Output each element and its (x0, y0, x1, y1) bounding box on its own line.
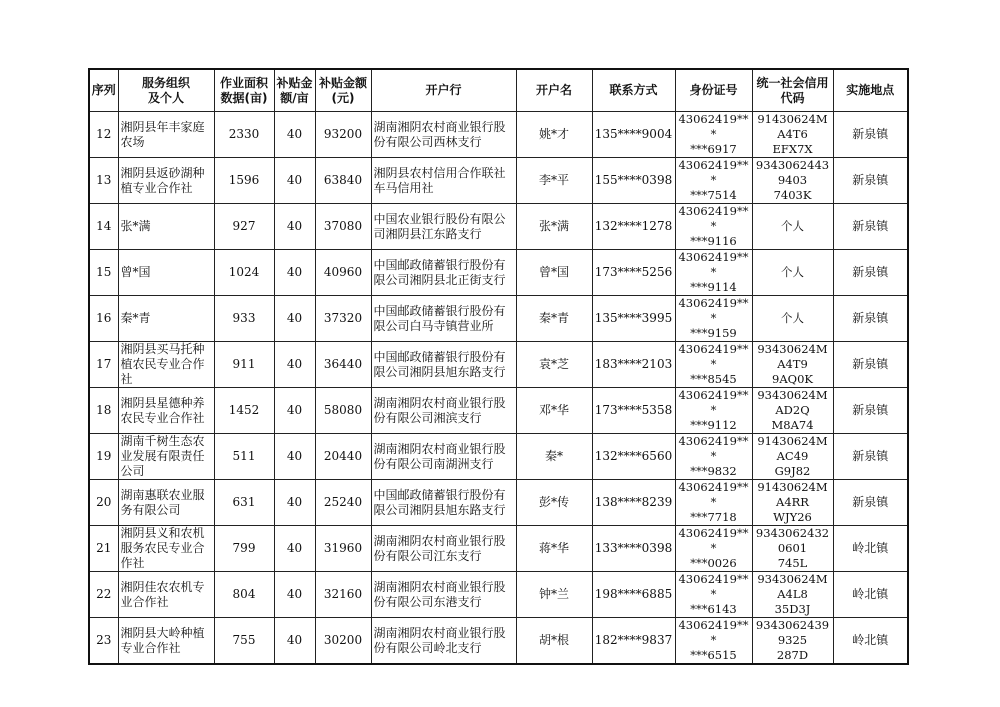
cell-location: 新泉镇 (833, 342, 908, 388)
header-organization: 服务组织 及个人 (118, 69, 214, 112)
cell-subsidy-per-mu: 40 (274, 158, 315, 204)
cell-organization: 湘阴县义和农机服务农民专业合作社 (118, 526, 214, 572)
cell-credit-code: 93430624439403 7403K (752, 158, 833, 204)
cell-subsidy-amount: 63840 (315, 158, 371, 204)
cell-credit-code: 93430624399325 287D (752, 618, 833, 665)
cell-credit-code: 个人 (752, 296, 833, 342)
cell-location: 岭北镇 (833, 618, 908, 665)
cell-id-number: 43062419*** ***9114 (675, 250, 752, 296)
cell-credit-code: 个人 (752, 250, 833, 296)
cell-subsidy-amount: 58080 (315, 388, 371, 434)
cell-index: 12 (89, 112, 118, 158)
cell-subsidy-per-mu: 40 (274, 112, 315, 158)
cell-bank: 湖南湘阴农村商业银行股份有限公司东港支行 (371, 572, 516, 618)
cell-account-name: 秦*青 (516, 296, 592, 342)
cell-credit-code: 93430624MA4T9 9AQ0K (752, 342, 833, 388)
cell-subsidy-amount: 31960 (315, 526, 371, 572)
table-row (89, 342, 908, 388)
cell-index: 14 (89, 204, 118, 250)
cell-contact: 173****5256 (592, 250, 675, 296)
cell-area: 911 (214, 342, 274, 388)
cell-index: 13 (89, 158, 118, 204)
table-row (89, 618, 908, 665)
cell-index: 15 (89, 250, 118, 296)
cell-account-name: 邓*华 (516, 388, 592, 434)
cell-area: 755 (214, 618, 274, 665)
cell-bank: 湘阴县农村信用合作联社车马信用社 (371, 158, 516, 204)
cell-organization: 湖南千树生态农业发展有限责任公司 (118, 434, 214, 480)
cell-organization: 湘阴县大岭种植专业合作社 (118, 618, 214, 665)
cell-contact: 132****1278 (592, 204, 675, 250)
table-row (89, 526, 908, 572)
cell-credit-code: 91430624MA4T6 EFX7X (752, 112, 833, 158)
cell-bank: 湖南湘阴农村商业银行股份有限公司南湖洲支行 (371, 434, 516, 480)
cell-organization: 秦*青 (118, 296, 214, 342)
cell-credit-code: 93430624320601 745L (752, 526, 833, 572)
cell-id-number: 43062419*** ***9832 (675, 434, 752, 480)
cell-area: 933 (214, 296, 274, 342)
cell-location: 新泉镇 (833, 296, 908, 342)
cell-organization: 张*满 (118, 204, 214, 250)
cell-organization: 湘阴县买马托种植农民专业合作社 (118, 342, 214, 388)
table-row (89, 204, 908, 250)
cell-id-number: 43062419*** ***6143 (675, 572, 752, 618)
cell-contact: 132****6560 (592, 434, 675, 480)
cell-location: 岭北镇 (833, 526, 908, 572)
cell-bank: 湖南湘阴农村商业银行股份有限公司湘滨支行 (371, 388, 516, 434)
header-index: 序列 (89, 69, 118, 112)
table-row (89, 112, 908, 158)
cell-area: 1452 (214, 388, 274, 434)
cell-subsidy-amount: 30200 (315, 618, 371, 665)
cell-area: 511 (214, 434, 274, 480)
cell-bank: 中国邮政储蓄银行股份有限公司湘阴县旭东路支行 (371, 342, 516, 388)
cell-subsidy-per-mu: 40 (274, 572, 315, 618)
cell-credit-code: 93430624MAD2Q M8A74 (752, 388, 833, 434)
cell-location: 新泉镇 (833, 388, 908, 434)
table-row (89, 572, 908, 618)
cell-id-number: 43062419*** ***9112 (675, 388, 752, 434)
cell-subsidy-per-mu: 40 (274, 204, 315, 250)
cell-contact: 198****6885 (592, 572, 675, 618)
cell-area: 1596 (214, 158, 274, 204)
cell-contact: 133****0398 (592, 526, 675, 572)
cell-subsidy-amount: 20440 (315, 434, 371, 480)
header-id-number: 身份证号 (675, 69, 752, 112)
table-row (89, 434, 908, 480)
cell-account-name: 姚*才 (516, 112, 592, 158)
cell-subsidy-amount: 32160 (315, 572, 371, 618)
header-area: 作业面积 数据(亩) (214, 69, 274, 112)
cell-account-name: 秦* (516, 434, 592, 480)
header-location: 实施地点 (833, 69, 908, 112)
cell-account-name: 彭*传 (516, 480, 592, 526)
cell-contact: 182****9837 (592, 618, 675, 665)
cell-account-name: 胡*根 (516, 618, 592, 665)
cell-id-number: 43062419*** ***7514 (675, 158, 752, 204)
cell-area: 799 (214, 526, 274, 572)
cell-location: 岭北镇 (833, 572, 908, 618)
cell-index: 19 (89, 434, 118, 480)
cell-credit-code: 93430624MA4L8 35D3J (752, 572, 833, 618)
table-body (89, 112, 908, 665)
cell-id-number: 43062419*** ***8545 (675, 342, 752, 388)
table-header (89, 69, 908, 112)
cell-location: 新泉镇 (833, 158, 908, 204)
header-subsidy-per-mu: 补贴金 额/亩 (274, 69, 315, 112)
cell-bank: 湖南湘阴农村商业银行股份有限公司江东支行 (371, 526, 516, 572)
cell-organization: 湘阴县返砂湖种植专业合作社 (118, 158, 214, 204)
cell-area: 927 (214, 204, 274, 250)
cell-index: 23 (89, 618, 118, 665)
cell-location: 新泉镇 (833, 204, 908, 250)
cell-index: 20 (89, 480, 118, 526)
cell-bank: 中国农业银行股份有限公司湘阴县江东路支行 (371, 204, 516, 250)
cell-location: 新泉镇 (833, 112, 908, 158)
cell-contact: 183****2103 (592, 342, 675, 388)
cell-organization: 湘阴县年丰家庭农场 (118, 112, 214, 158)
cell-subsidy-amount: 40960 (315, 250, 371, 296)
cell-subsidy-amount: 37320 (315, 296, 371, 342)
cell-subsidy-per-mu: 40 (274, 342, 315, 388)
cell-id-number: 43062419*** ***9159 (675, 296, 752, 342)
cell-index: 21 (89, 526, 118, 572)
cell-location: 新泉镇 (833, 434, 908, 480)
cell-account-name: 钟*兰 (516, 572, 592, 618)
cell-account-name: 张*满 (516, 204, 592, 250)
cell-subsidy-per-mu: 40 (274, 526, 315, 572)
cell-organization: 湘阴佳农农机专业合作社 (118, 572, 214, 618)
cell-location: 新泉镇 (833, 250, 908, 296)
cell-area: 1024 (214, 250, 274, 296)
cell-location: 新泉镇 (833, 480, 908, 526)
cell-contact: 173****5358 (592, 388, 675, 434)
cell-index: 17 (89, 342, 118, 388)
cell-subsidy-per-mu: 40 (274, 480, 315, 526)
cell-contact: 138****8239 (592, 480, 675, 526)
table-row (89, 480, 908, 526)
cell-id-number: 43062419*** ***7718 (675, 480, 752, 526)
cell-subsidy-per-mu: 40 (274, 388, 315, 434)
cell-account-name: 蒋*华 (516, 526, 592, 572)
cell-subsidy-amount: 36440 (315, 342, 371, 388)
cell-id-number: 43062419*** ***9116 (675, 204, 752, 250)
cell-contact: 135****3995 (592, 296, 675, 342)
header-contact: 联系方式 (592, 69, 675, 112)
cell-area: 2330 (214, 112, 274, 158)
cell-organization: 湖南惠联农业服务有限公司 (118, 480, 214, 526)
cell-bank: 中国邮政储蓄银行股份有限公司湘阴县北正街支行 (371, 250, 516, 296)
cell-credit-code: 个人 (752, 204, 833, 250)
header-account-name: 开户名 (516, 69, 592, 112)
subsidy-table (88, 68, 909, 665)
table-row (89, 158, 908, 204)
cell-id-number: 43062419*** ***6515 (675, 618, 752, 665)
cell-subsidy-amount: 37080 (315, 204, 371, 250)
cell-subsidy-per-mu: 40 (274, 618, 315, 665)
cell-organization: 曾*国 (118, 250, 214, 296)
table-row (89, 250, 908, 296)
cell-index: 22 (89, 572, 118, 618)
header-credit-code: 统一社会信用 代码 (752, 69, 833, 112)
cell-organization: 湘阴县星德种养农民专业合作社 (118, 388, 214, 434)
cell-credit-code: 91430624MAC49 G9J82 (752, 434, 833, 480)
cell-account-name: 曾*国 (516, 250, 592, 296)
cell-account-name: 袁*芝 (516, 342, 592, 388)
cell-contact: 135****9004 (592, 112, 675, 158)
cell-bank: 中国邮政储蓄银行股份有限公司白马寺镇营业所 (371, 296, 516, 342)
cell-id-number: 43062419*** ***0026 (675, 526, 752, 572)
cell-area: 631 (214, 480, 274, 526)
cell-subsidy-per-mu: 40 (274, 250, 315, 296)
cell-contact: 155****0398 (592, 158, 675, 204)
table-row (89, 388, 908, 434)
header-subsidy-amount: 补贴金额 (元) (315, 69, 371, 112)
cell-bank: 湖南湘阴农村商业银行股份有限公司西林支行 (371, 112, 516, 158)
cell-subsidy-amount: 93200 (315, 112, 371, 158)
cell-bank: 中国邮政储蓄银行股份有限公司湘阴县旭东路支行 (371, 480, 516, 526)
cell-index: 18 (89, 388, 118, 434)
cell-area: 804 (214, 572, 274, 618)
cell-account-name: 李*平 (516, 158, 592, 204)
header-row (89, 69, 908, 112)
table-row (89, 296, 908, 342)
cell-bank: 湖南湘阴农村商业银行股份有限公司岭北支行 (371, 618, 516, 665)
cell-subsidy-per-mu: 40 (274, 434, 315, 480)
header-bank: 开户行 (371, 69, 516, 112)
cell-credit-code: 91430624MA4RR WJY26 (752, 480, 833, 526)
cell-subsidy-per-mu: 40 (274, 296, 315, 342)
cell-index: 16 (89, 296, 118, 342)
cell-subsidy-amount: 25240 (315, 480, 371, 526)
cell-id-number: 43062419*** ***6917 (675, 112, 752, 158)
